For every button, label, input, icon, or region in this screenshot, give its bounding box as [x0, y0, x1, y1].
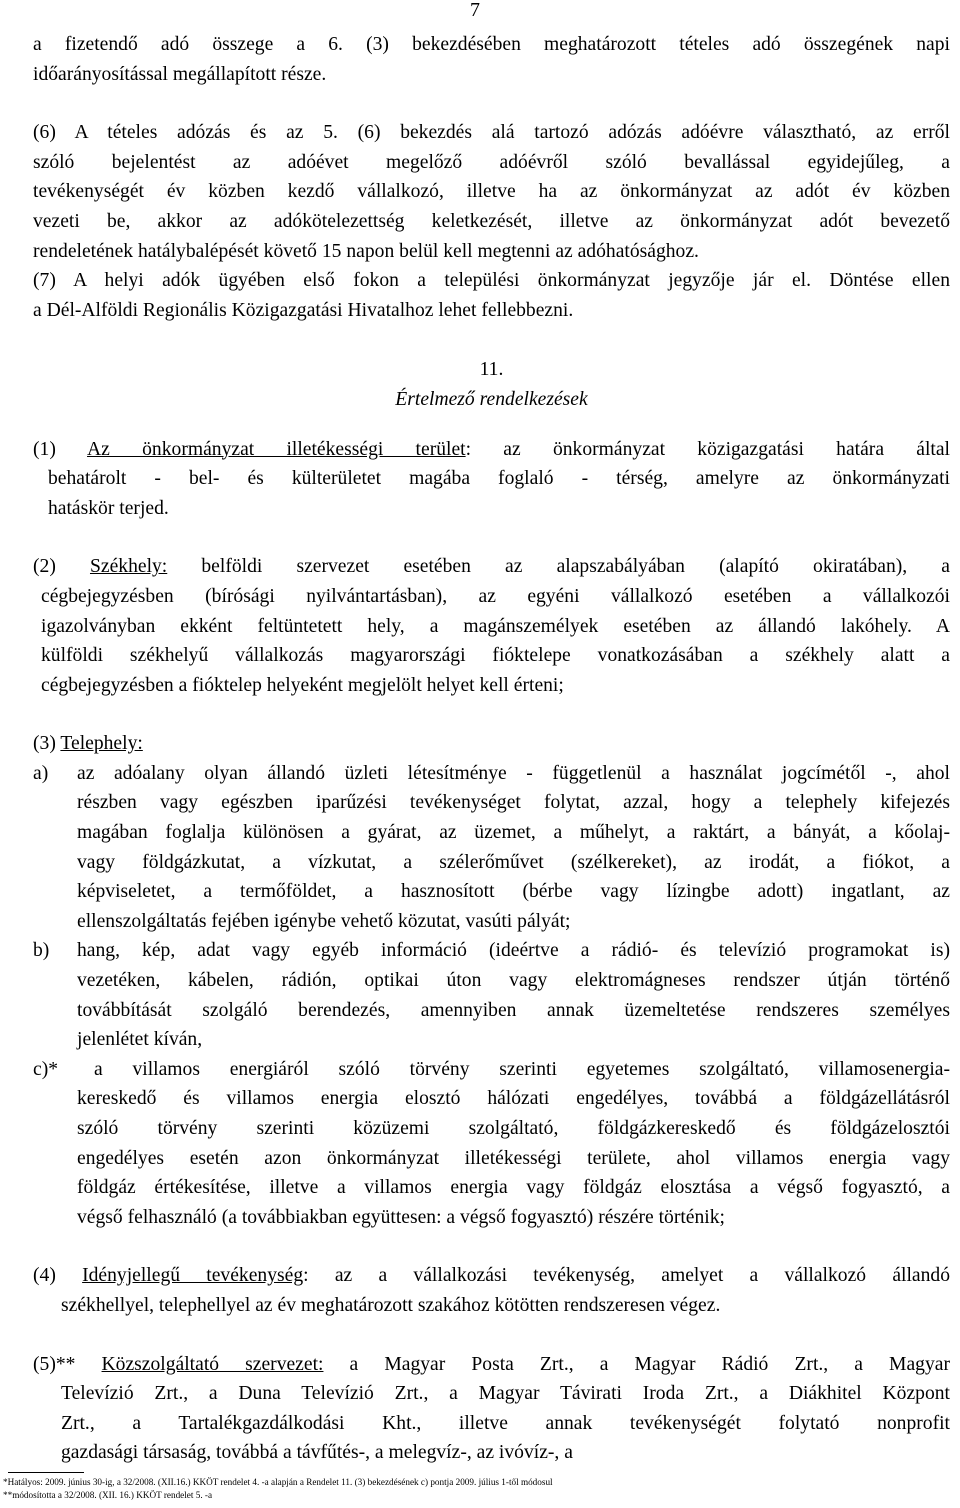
- def3-a-label: a): [33, 762, 49, 784]
- def1-line: behatárolt - bel- és külterületet magába foglaló - térség, amelyre az önkormányzati: [48, 468, 950, 490]
- def1-term: Az önkormányzat illetékességi terület: [87, 438, 466, 460]
- footnote-1: *Hatályos: 2009. június 30-ig, a 32/2008. (XII.16.) KKÖT rendelet 4. -a alapján a Rendelet 11. (3) bekezdésének c) pontja 2009. július 1-től módosul: [3, 1477, 553, 1487]
- p6-line: (6) A tételes adózás és az 5. (6) bekezdés alá tartozó adózás adóévre választható, az erről: [33, 122, 950, 144]
- def5-text: a Magyar Posta Zrt., a Magyar Rádió Zrt., a Magyar: [323, 1353, 950, 1375]
- def4-term: Idényjellegű tevékenység: [82, 1265, 304, 1287]
- paragraph-7: [33, 266, 950, 325]
- def3-c-line: kereskedő és villamos energia elosztó hálózati engedélyes, továbbá a földgázellátásról: [77, 1088, 950, 1110]
- p6-line: tevékenységét év közben kezdő vállalkozó, illetve ha az önkormányzat az adót év közben: [33, 181, 950, 203]
- def3-a-line: vagy földgázkutat, a vízkutat, a szélerőművet (szélkereket), az irodát, a fiókot, a: [77, 851, 950, 873]
- definition-1: [33, 435, 950, 524]
- def3-a-line: képviseletet, a termőföldet, a hasznosított (bérbe vagy lízingbe adott) ingatlant, az: [77, 881, 950, 903]
- section-heading: [33, 355, 950, 414]
- def2-line: külföldi székhelyű vállalkozás magyarországi fióktelepe vonatkozásában a székhely alatt a: [41, 645, 950, 667]
- def1-text: : az önkormányzat közigazgatási határa által: [465, 438, 950, 460]
- def3-c-label: c)*: [33, 1058, 59, 1080]
- p6-line: rendeletének hatálybalépését követő 15 napon belül kell megtenni az adóhatósághoz.: [33, 240, 699, 262]
- def3-a-line: magában foglalja különösen a gyárat, az üzemet, a műhelyt, a raktárt, a bányát, a kőolaj-: [77, 822, 950, 844]
- paragraph-6: [33, 118, 950, 266]
- def3-b-line: vezetéken, kábelen, rádión, optikai úton vagy elektromágneses rendszer útján történő: [77, 970, 950, 992]
- def3-c-line: engedélyes esetén azon önkormányzat illetékességi területe, ahol villamos energia vagy: [77, 1147, 950, 1169]
- def3-c-line: végső felhasználó (a továbbiakban együttesen: a végső fogyasztó) részére történik;: [77, 1206, 725, 1228]
- intro-line-1: a fizetendő adó összege a 6. (3) bekezdésében meghatározott tételes adó összegének napi: [33, 34, 950, 55]
- def2-line: cégbejegyzésben a fióktelep helyeként megjelölt helyet kell érteni;: [41, 674, 564, 696]
- def2-line: igazolványban ekként feltüntetett hely, a magánszemélyek esetében az állandó lakóhely. A: [41, 615, 950, 637]
- def5-term: Közszolgáltató szervezet:: [101, 1353, 324, 1375]
- def3-term: Telephely:: [60, 733, 143, 755]
- def5-line: Televízió Zrt., a Duna Televízió Zrt., a Magyar Távirati Iroda Zrt., a Diákhitel Központ: [61, 1383, 950, 1405]
- p7-line: a Dél-Alföldi Regionális Közigazgatási Hivatalhoz lehet fellebbezni.: [33, 299, 574, 321]
- section-number: 11.: [479, 359, 504, 381]
- def3-number: (3): [33, 733, 61, 755]
- intro-line-2: időarányosítással megállapított része.: [33, 63, 327, 85]
- p6-line: szóló bejelentést az adóévet megelőző adóévről szóló bevallással egyidejűleg, a: [33, 151, 950, 173]
- definition-5: [33, 1350, 950, 1468]
- definition-2: [33, 552, 950, 700]
- def2-number: (2): [33, 556, 90, 578]
- def4-text: : az a vállalkozási tevékenység, amelyet a vállalkozó állandó: [303, 1265, 951, 1287]
- def3-a-line: ellenszolgáltatás fejében igénybe vehető közutat, vasúti pályát;: [77, 910, 571, 932]
- def3-c-line: szóló törvény szerinti közüzemi szolgáltató, földgázkereskedő és földgázelosztói: [77, 1118, 950, 1139]
- def5-number: (5)**: [33, 1353, 102, 1375]
- footnotes: [0, 1476, 960, 1501]
- def3-c-line: a villamos energiáról szóló törvény szerinti egyetemes szolgáltató, villamosenergia-: [94, 1058, 950, 1080]
- def3-c-line: földgáz értékesítése, illetve a villamos energia vagy földgáz elosztása a végső fogyasztó, a: [77, 1177, 950, 1199]
- def1-number: (1): [33, 438, 88, 460]
- footnote-rule: [8, 1472, 84, 1473]
- def3-b-line: továbbítását szolgáló berendezés, amennyiben annak üzemeltetése rendszeres személyes: [77, 999, 950, 1021]
- def3-b-line: jelenlétet kíván,: [77, 1029, 203, 1051]
- def3-a-line: az adóalany olyan állandó üzleti létesítménye - függetlenül a használat jogcímétől -, ahol: [77, 762, 950, 784]
- definition-4: [33, 1261, 950, 1320]
- page-number: 7: [470, 0, 480, 21]
- def1-line: hatáskör terjed.: [48, 497, 169, 519]
- def2-term: Székhely:: [89, 556, 168, 578]
- def2-text: belföldi szervezet esetében az alapszabályában (alapító okiratában), a: [167, 556, 950, 578]
- def3-b-label: b): [33, 940, 50, 962]
- def2-line: cégbejegyzésben (bírósági nyilvántartásban), az egyéni vállalkozó esetében a vállalkozói: [41, 585, 950, 607]
- section-title: Értelmező rendelkezések: [395, 388, 588, 410]
- def5-line: gazdasági társaság, továbbá a távfűtés-, a melegvíz-, az ivóvíz-, a: [61, 1442, 573, 1464]
- def5-line: Zrt., a Tartalékgazdálkodási Kht., illetve annak tevékenységét folytató nonprofit: [61, 1412, 950, 1434]
- def3-a-line: részben vagy egészben iparűzési tevékenységet folytat, azzal, hogy a telephely kifejezés: [77, 792, 950, 814]
- def4-line: székhellyel, telephellyel az év meghatározott szakához kötötten rendszeresen végez.: [61, 1294, 721, 1316]
- definition-3: [33, 729, 950, 1232]
- p7-line: (7) A helyi adók ügyében első fokon a települési önkormányzat jegyzője jár el. Döntése ellen: [33, 270, 950, 292]
- p6-line: vezeti be, akkor az adókötelezettség keletkezését, illetve az önkormányzat adót bevezető: [33, 210, 950, 232]
- def3-b-line: hang, kép, adat vagy egyéb információ (ideértve a rádió- és televízió programokat is): [77, 940, 950, 962]
- document-body: [33, 30, 950, 1468]
- def4-number: (4): [33, 1265, 83, 1287]
- footnote-2: **módosította a 32/2008. (XII. 16.) KKÖT rendelet 5. -a: [3, 1489, 213, 1500]
